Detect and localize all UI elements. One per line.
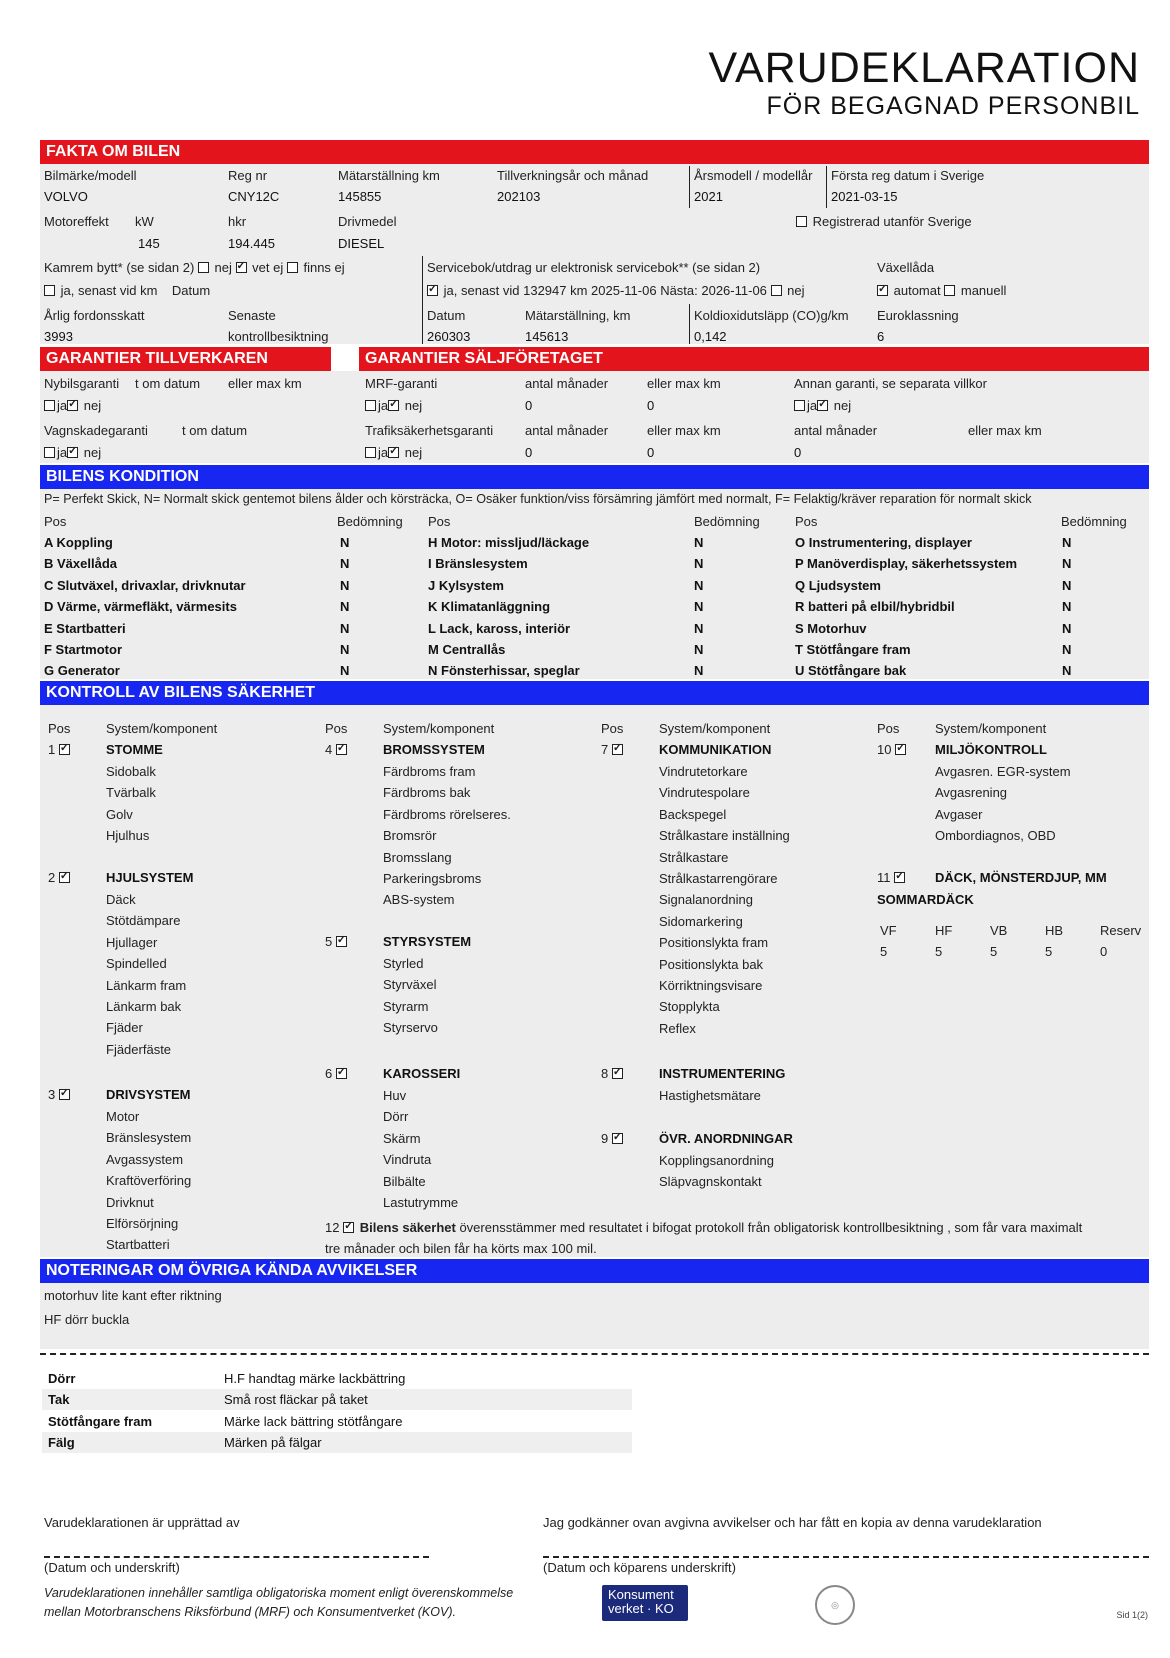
kontroll-item: Avgasrening xyxy=(935,785,1008,801)
label-datum-kopare: (Datum och köparens underskrift) xyxy=(543,1560,736,1575)
kontroll-item: Strålkastarrengörare xyxy=(659,871,778,886)
kontroll-group-title: ÖVR. ANORDNINGAR xyxy=(659,1131,793,1146)
footer-info-1: Varudeklarationen innehåller samtliga obligatoriska moment enligt överenskommelse xyxy=(44,1586,514,1600)
kontroll-item: Strålkastare xyxy=(659,849,729,865)
kondition-item: E Startbatteri xyxy=(44,620,126,636)
value-bilmarke: VOLVO xyxy=(44,189,88,204)
annan-ja-nej: ja✓ nej xyxy=(794,398,851,413)
vagn-ja-nej: ja✓ nej xyxy=(44,445,101,460)
kontroll-item: Startbatteri xyxy=(106,1237,170,1253)
separator-line xyxy=(40,1353,1149,1355)
kontroll-group-title: DRIVSYSTEM xyxy=(106,1087,191,1102)
kondition-grade: N xyxy=(1062,535,1072,550)
checkbox-kamrem-ja[interactable] xyxy=(44,285,55,296)
notering-desc: Märke lack bättring stötfångare xyxy=(224,1413,403,1429)
value-besiktning-matar: 145613 xyxy=(525,329,569,344)
tread-value: 0 xyxy=(1100,944,1108,959)
kondition-item: T Stötfångare fram xyxy=(795,642,911,657)
document-subtitle: FÖR BEGAGNAD PERSONBIL xyxy=(766,92,1140,120)
kontroll-item: Hjullager xyxy=(106,934,158,950)
kontroll-item: Stopplykta xyxy=(659,999,720,1015)
kondition-item: K Klimatanläggning xyxy=(428,599,551,615)
checkbox-utanfor-sverige[interactable]: Registrerad utanför Sverige xyxy=(796,214,972,229)
footer-info-2: mellan Motorbranschens Riksförbund (MRF) och Konsumentverket (KOV). xyxy=(44,1605,456,1619)
kontroll-group-title: INSTRUMENTERING xyxy=(659,1066,786,1081)
tread-header: VB xyxy=(990,923,1008,938)
kontroll-item: Färdbroms fram xyxy=(383,764,476,779)
checkbox-kamrem-vet-ej[interactable] xyxy=(236,262,247,273)
nybil-ja-nej: ja✓ nej xyxy=(44,398,101,413)
value-euroklass: 6 xyxy=(877,329,885,344)
kondition-item: R batteri på elbil/hybridbil xyxy=(795,599,955,615)
kondition-pos-header: Pos xyxy=(428,514,451,529)
kontroll-group-title: STOMME xyxy=(106,742,163,757)
kontroll-group-pos: 3 ✓ xyxy=(48,1087,72,1102)
label-regnr: Reg nr xyxy=(228,168,268,183)
kontroll-subtitle: SOMMARDÄCK xyxy=(877,892,974,907)
checkbox-g11[interactable] xyxy=(894,872,905,883)
label-tom-datum-2: t om datum xyxy=(182,423,248,438)
checkbox-kamrem-finns-ej[interactable] xyxy=(287,262,298,273)
divider xyxy=(689,166,690,208)
kontroll-system-header: System/komponent xyxy=(659,721,771,736)
label-antal-manader: antal månader xyxy=(794,423,878,438)
label-tom-datum: t om datum xyxy=(135,376,201,391)
kontroll-item: Tvärbalk xyxy=(106,785,156,801)
kontroll-item: Elförsörjning xyxy=(106,1216,179,1231)
kontroll-item: Fjäderfäste xyxy=(106,1041,172,1057)
kontroll-item: Bränslesystem xyxy=(106,1130,192,1146)
label-antal-manader: antal månader xyxy=(525,423,609,438)
value-matar: 145855 xyxy=(338,189,382,204)
label-bilmarke: Bilmärke/modell xyxy=(44,168,137,183)
kondition-item: U Stötfångare bak xyxy=(795,663,907,679)
section-noteringar-header: NOTERINGAR OM ÖVRIGA KÄNDA AVVIKELSER xyxy=(40,1259,1149,1283)
kontroll-item: Avgassystem xyxy=(106,1151,184,1167)
kondition-grade: N xyxy=(694,535,704,550)
kontroll-item: Signalanordning xyxy=(659,892,753,908)
value-skatt: 3993 xyxy=(44,329,73,344)
checkbox-12[interactable] xyxy=(343,1222,354,1233)
kondition-grade: N xyxy=(694,663,704,679)
checkbox-manuell[interactable] xyxy=(944,285,955,296)
value-annan-manader: 0 xyxy=(794,445,802,460)
kontroll-item: Vindrutetorkare xyxy=(659,764,748,779)
kondition-item: O Instrumentering, displayer xyxy=(795,535,972,550)
kondition-grade: N xyxy=(340,642,350,657)
kontroll-item: Styrled xyxy=(383,956,424,971)
notering-desc: Små rost fläckar på taket xyxy=(224,1392,368,1408)
kontroll-item: Vindruta xyxy=(383,1152,432,1168)
kontroll-group-pos: 6 ✓ xyxy=(325,1066,349,1081)
kontroll-pos-header: Pos xyxy=(325,721,348,736)
kontroll-item: Drivknut xyxy=(106,1194,154,1210)
value-tillverkning: 202103 xyxy=(497,189,541,204)
servicebok-row: ✓ ja, senast vid 132947 km 2025-11-06 Nästa: 2026-11-06 nej xyxy=(427,283,805,298)
kondition-item: I Bränslesystem xyxy=(428,556,528,572)
kontroll-item: Bromsslang xyxy=(383,849,452,865)
kontroll-item: Skärm xyxy=(383,1130,421,1146)
kondition-grade: N xyxy=(340,577,350,593)
kondition-grade: N xyxy=(694,577,704,593)
checkbox-g1[interactable] xyxy=(59,744,70,755)
value-kw: 145 xyxy=(138,236,160,251)
kamrem-ja-row: ja, senast vid km Datum xyxy=(44,283,210,298)
kondition-grade: N xyxy=(1062,577,1072,593)
kondition-item: C Slutväxel, drivaxlar, drivknutar xyxy=(44,577,246,593)
value-hkr: 194.445 xyxy=(228,236,275,251)
label-eller-max-km: eller max km xyxy=(647,423,721,438)
checkbox-annan-nej[interactable] xyxy=(817,400,828,411)
label-servicebok: Servicebok/utdrag ur elektronisk servicebok** (se sidan 2) xyxy=(427,260,761,275)
kontroll-group-pos: 8 ✓ xyxy=(601,1066,625,1081)
checkbox-g5[interactable] xyxy=(336,936,347,947)
tread-value: 5 xyxy=(990,944,998,959)
tread-header: HB xyxy=(1045,923,1064,938)
kondition-item: F Startmotor xyxy=(44,642,122,657)
notering-desc: H.F handtag märke lackbättring xyxy=(224,1371,406,1386)
kontroll-group-title: KAROSSERI xyxy=(383,1066,461,1081)
checkbox-servicebok-nej[interactable] xyxy=(771,285,782,296)
divider xyxy=(826,166,827,208)
checkbox-vagn-ja[interactable] xyxy=(44,447,55,458)
section-kontroll-header: KONTROLL AV BILENS SÄKERHET xyxy=(40,681,1149,705)
notering-part: Dörr xyxy=(48,1371,76,1386)
label-trafiksakerhetsgaranti: Trafiksäkerhetsgaranti xyxy=(365,423,494,438)
notering-row xyxy=(42,1389,632,1410)
kondition-item: Q Ljudsystem xyxy=(795,577,881,593)
label-mrf-garanti: MRF-garanti xyxy=(365,376,438,391)
kontroll-group-pos: 11 ✓ xyxy=(877,870,907,885)
kontroll-group-pos: 4 ✓ xyxy=(325,742,349,757)
kontroll-group-title: BROMSSYSTEM xyxy=(383,742,485,757)
kontroll-item: Bromsrör xyxy=(383,828,437,844)
label-upprattad-av: Varudeklarationen är upprättad av xyxy=(44,1515,240,1530)
kontroll-pos-header: Pos xyxy=(48,721,71,736)
checkbox-mrf-nej[interactable] xyxy=(388,400,399,411)
kontroll-item: Sidomarkering xyxy=(659,913,743,929)
kondition-grade: N xyxy=(340,535,350,550)
kontroll-group-pos: 7 ✓ xyxy=(601,742,625,757)
kondition-grade: N xyxy=(340,599,350,615)
kondition-grade: N xyxy=(694,599,704,615)
divider xyxy=(422,256,423,344)
kondition-grade: N xyxy=(694,620,704,636)
kontroll-item: Strålkastare inställning xyxy=(659,828,790,844)
kontroll-pos-header: Pos xyxy=(601,721,624,736)
kondition-bedomning-header: Bedömning xyxy=(337,514,403,529)
label-kontrollbesiktning: kontrollbesiktning xyxy=(228,329,329,344)
kontroll-item: Lastutrymme xyxy=(383,1195,459,1210)
checkbox-g3[interactable] xyxy=(59,1089,70,1100)
trafik-ja-nej: ja✓ nej xyxy=(365,445,422,460)
checkbox-g4[interactable] xyxy=(336,744,347,755)
kondition-grade: N xyxy=(1062,599,1072,615)
kontroll-group-title: KOMMUNIKATION xyxy=(659,742,772,757)
label-drivmedel: Drivmedel xyxy=(338,214,397,229)
kondition-grade: N xyxy=(1062,642,1072,657)
checkbox-annan-ja[interactable] xyxy=(794,400,805,411)
notering-text: HF dörr buckla xyxy=(44,1312,130,1327)
kontroll-system-header: System/komponent xyxy=(383,721,495,736)
label-matar: Mätarställning km xyxy=(338,168,440,183)
value-regnr: CNY12C xyxy=(228,189,280,204)
label-senaste: Senaste xyxy=(228,308,276,323)
kontroll-item: Styrväxel xyxy=(383,977,437,993)
kondition-item: G Generator xyxy=(44,663,120,679)
tread-value: 5 xyxy=(935,944,943,959)
kontroll-12-row: 12 ✓ Bilens säkerhet överensstämmer med resultatet i bifogat protokoll från obligatorisk kontrollbesiktning , som får vara maximalt xyxy=(325,1220,1082,1235)
page-number: Sid 1(2) xyxy=(1116,1610,1148,1620)
label-motoreffekt: Motoreffekt xyxy=(44,214,109,229)
kontroll-group-pos: 10 ✓ xyxy=(877,742,908,757)
kontroll-group-pos: 9 ✓ xyxy=(601,1131,625,1146)
signature-line-buyer[interactable] xyxy=(543,1556,1149,1558)
checkbox-vagn-nej[interactable] xyxy=(67,447,78,458)
kontroll-item: Färdbroms rörelseres. xyxy=(383,806,511,822)
checkbox-nybil-ja[interactable] xyxy=(44,400,55,411)
notering-row xyxy=(42,1368,632,1389)
kontroll-item: Kopplingsanordning xyxy=(659,1153,774,1168)
notering-desc: Märken på fälgar xyxy=(224,1435,322,1451)
value-trafik-km: 0 xyxy=(647,445,655,460)
kondition-bedomning-header: Bedömning xyxy=(1061,514,1127,529)
kondition-grade: N xyxy=(1062,620,1072,636)
notering-part: Stötfångare fram xyxy=(48,1413,153,1429)
label-vaxellada: Växellåda xyxy=(877,260,935,275)
kontroll-group-pos: 2 ✓ xyxy=(48,870,72,885)
checkbox-automat[interactable] xyxy=(877,285,888,296)
label-eller-max-km: eller max km xyxy=(968,423,1042,438)
kondition-item: M Centrallås xyxy=(428,642,506,657)
notering-text: motorhuv lite kant efter riktning xyxy=(44,1288,222,1303)
tread-value: 5 xyxy=(880,944,888,959)
kontroll-item: Positionslykta fram xyxy=(659,935,769,951)
label-tillverkning: Tillverkningsår och månad xyxy=(497,168,649,183)
section-fakta-header: FAKTA OM BILEN xyxy=(40,140,1149,164)
label-antal-manader: antal månader xyxy=(525,376,609,391)
label-eller-max-km: eller max km xyxy=(647,376,721,391)
kondition-grade: N xyxy=(694,556,704,572)
kontroll-item: Reflex xyxy=(659,1020,696,1036)
kontroll-item: Dörr xyxy=(383,1109,409,1125)
kontroll-item: Länkarm bak xyxy=(106,999,182,1014)
kontroll-system-header: System/komponent xyxy=(106,721,218,736)
checkbox-g8[interactable] xyxy=(612,1068,623,1079)
label-besiktning-matar: Mätarställning, km xyxy=(525,308,631,323)
kontroll-group-pos: 5 ✓ xyxy=(325,934,349,949)
kondition-grade: N xyxy=(1062,556,1072,572)
kontroll-item: Avgasren. EGR-system xyxy=(935,764,1071,779)
checkbox-g10[interactable] xyxy=(895,744,906,755)
kondition-pos-header: Pos xyxy=(44,514,67,529)
label-nybilsgaranti: Nybilsgaranti xyxy=(44,376,120,391)
kontroll-item: Motor xyxy=(106,1109,140,1124)
checkbox-g9[interactable] xyxy=(612,1133,623,1144)
kondition-pos-header: Pos xyxy=(795,514,818,529)
kontroll-item: Huv xyxy=(383,1088,407,1103)
kontroll-item: Bilbälte xyxy=(383,1173,426,1189)
kondition-grade: N xyxy=(340,663,350,679)
value-arsmodell: 2021 xyxy=(694,189,723,204)
tread-header: VF xyxy=(880,923,897,938)
kondition-item: B Växellåda xyxy=(44,556,117,572)
section-garantier-tillverkaren-header: GARANTIER TILLVERKAREN xyxy=(40,347,331,371)
kondition-item: H Motor: missljud/läckage xyxy=(428,535,590,550)
label-eller-max-km: eller max km xyxy=(228,376,302,391)
kontroll-item: Kraftöverföring xyxy=(106,1173,192,1189)
kontroll-item: Styrservo xyxy=(383,1020,438,1036)
kontroll-item: Däck xyxy=(106,892,136,907)
kontroll-item: Körriktningsvisare xyxy=(659,978,763,993)
kontroll-item: Fjäder xyxy=(106,1020,143,1036)
kontroll-item: Golv xyxy=(106,806,133,822)
checkbox-trafik-nej[interactable] xyxy=(388,447,399,458)
divider xyxy=(689,304,690,344)
kontroll-item: Spindelled xyxy=(106,956,167,972)
kontroll-group-title: STYRSYSTEM xyxy=(383,934,472,949)
checkbox-g6[interactable] xyxy=(336,1068,347,1079)
label-kw: kW xyxy=(135,214,154,229)
kontroll-item: Backspegel xyxy=(659,806,727,822)
kondition-item: L Lack, kaross, interiör xyxy=(428,620,571,636)
label-skatt: Årlig fordonsskatt xyxy=(44,308,145,323)
kondition-item: P Manöverdisplay, säkerhetssystem xyxy=(795,556,1018,572)
section-garantier-saljforetaget-header: GARANTIER SÄLJFÖRETAGET xyxy=(359,347,1149,371)
label-arsmodell: Årsmodell / modellår xyxy=(694,168,813,183)
checkbox-mrf-ja[interactable] xyxy=(365,400,376,411)
value-co2: 0,142 xyxy=(694,329,727,344)
label-vagnskadegaranti: Vagnskadegaranti xyxy=(44,423,148,438)
mrf-seal-icon: ◎ xyxy=(815,1585,855,1625)
checkbox-g7[interactable] xyxy=(612,744,623,755)
vaxellada-row: ✓ automat manuell xyxy=(877,283,1006,298)
kondition-grade: N xyxy=(340,620,350,636)
kontroll-12-cont: tre månader och bilen får ha körts max 100 mil. xyxy=(325,1241,597,1256)
kondition-item: J Kylsystem xyxy=(428,577,504,593)
notering-row xyxy=(42,1411,632,1432)
kontroll-system-header: System/komponent xyxy=(935,721,1047,736)
tread-header: Reserv xyxy=(1100,923,1142,938)
value-besiktning-datum: 260303 xyxy=(427,329,471,344)
value-drivmedel: DIESEL xyxy=(338,236,385,251)
kondition-grade: N xyxy=(1062,663,1072,679)
kontroll-pos-header: Pos xyxy=(877,721,900,736)
label-besiktning-datum: Datum xyxy=(427,308,466,323)
kontroll-group-pos: 1 ✓ xyxy=(48,742,72,757)
document-title: VARUDEKLARATION xyxy=(708,44,1140,92)
kontroll-item: Sidobalk xyxy=(106,764,156,779)
label-euroklass: Euroklassning xyxy=(877,308,959,323)
kamrem-row: Kamrem bytt* (se sidan 2) nej ✓ vet ej finns ej xyxy=(44,260,345,275)
kondition-item: A Koppling xyxy=(44,535,113,550)
kontroll-item: Släpvagnskontakt xyxy=(659,1174,762,1190)
section-kondition-header: BILENS KONDITION xyxy=(40,465,1149,489)
kontroll-item: Positionslykta bak xyxy=(659,956,764,972)
kontroll-group-title: MILJÖKONTROLL xyxy=(935,742,1047,757)
value-mrf-km: 0 xyxy=(647,398,655,413)
kontroll-item: Hjulhus xyxy=(106,828,150,844)
kontroll-group-title: DÄCK, MÖNSTERDJUP, MM xyxy=(935,870,1107,885)
label-hkr: hkr xyxy=(228,214,247,229)
checkbox-servicebok-ja[interactable] xyxy=(427,285,438,296)
mrf-ja-nej: ja✓ nej xyxy=(365,398,422,413)
checkbox-kamrem-nej[interactable] xyxy=(198,262,209,273)
label-forsta-reg: Första reg datum i Sverige xyxy=(831,168,985,183)
value-forsta-reg: 2021-03-15 xyxy=(831,189,898,204)
kondition-item: S Motorhuv xyxy=(795,620,867,636)
kondition-item: D Värme, värmefläkt, värmesits xyxy=(44,599,237,615)
checkbox-g2[interactable] xyxy=(59,872,70,883)
kontroll-group-title: HJULSYSTEM xyxy=(106,870,194,885)
kontroll-item: Parkeringsbroms xyxy=(383,871,482,886)
kondition-grade: N xyxy=(694,642,704,657)
kondition-grade: N xyxy=(340,556,350,572)
checkbox-nybil-nej[interactable] xyxy=(67,400,78,411)
kontroll-item: Länkarm fram xyxy=(106,977,187,993)
label-co2: Koldioxidutsläpp (CO)g/km xyxy=(694,308,849,323)
label-annan-garanti: Annan garanti, se separata villkor xyxy=(794,376,987,391)
notering-part: Tak xyxy=(48,1392,70,1408)
kontroll-item: Avgaser xyxy=(935,806,983,822)
label-datum-underskrift: (Datum och underskrift) xyxy=(44,1560,180,1575)
kontroll-item: Styrarm xyxy=(383,998,429,1014)
value-trafik-manader: 0 xyxy=(525,445,533,460)
kondition-legend: P= Perfekt Skick, N= Normalt skick gentemot bilens ålder och körsträcka, O= Osäker funktion/viss försämring jämfört med normalt, F= Felaktig/kräver reparation för normalt skick xyxy=(44,492,1032,506)
kontroll-item: ABS-system xyxy=(383,892,455,908)
tread-header: HF xyxy=(935,923,953,938)
notering-row xyxy=(42,1432,632,1453)
kontroll-item: Vindrutespolare xyxy=(659,785,750,801)
notering-part: Fälg xyxy=(48,1435,75,1451)
checkbox-trafik-ja[interactable] xyxy=(365,447,376,458)
label-godkanner: Jag godkänner ovan avgivna avvikelser och har fått en kopia av denna varudeklaration xyxy=(543,1515,1042,1530)
kondition-item: N Fönsterhissar, speglar xyxy=(428,663,580,679)
konsumentverket-logo: Konsument verket · KO xyxy=(602,1585,688,1621)
tread-value: 5 xyxy=(1045,944,1053,959)
kontroll-item: Stötdämpare xyxy=(106,913,181,929)
kontroll-item: Färdbroms bak xyxy=(383,785,471,801)
value-mrf-manader: 0 xyxy=(525,398,533,413)
kontroll-item: Hastighetsmätare xyxy=(659,1088,761,1103)
kondition-bedomning-header: Bedömning xyxy=(694,514,760,529)
signature-line-seller[interactable] xyxy=(44,1556,429,1558)
kontroll-item: Ombordiagnos, OBD xyxy=(935,828,1056,844)
